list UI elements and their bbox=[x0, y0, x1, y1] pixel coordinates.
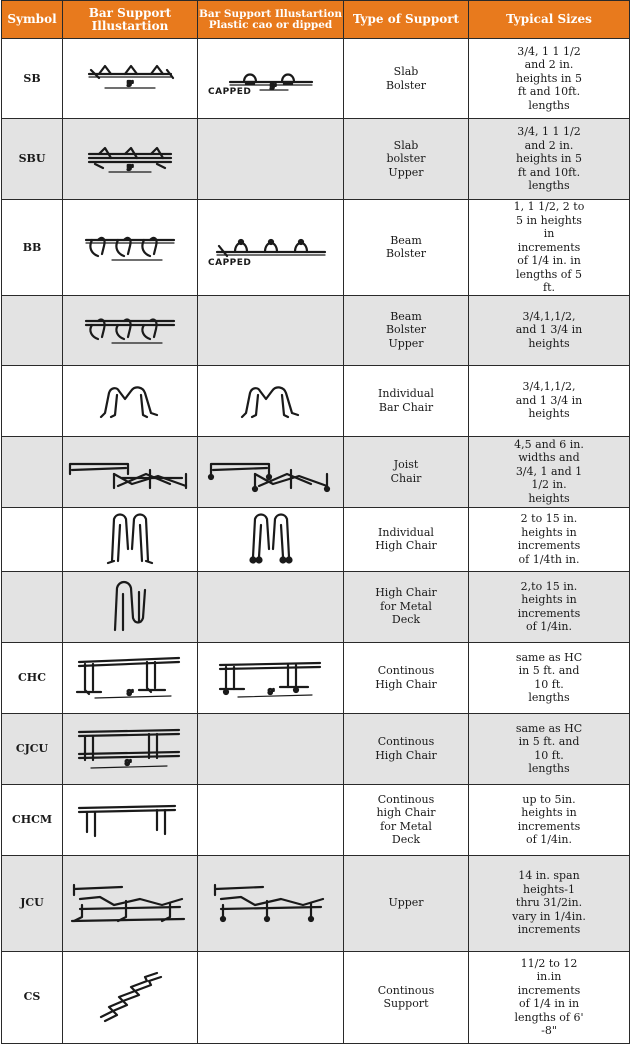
sizes-cell bbox=[469, 365, 630, 436]
symbol-cell: SB bbox=[2, 39, 63, 119]
joist-chair-illustration bbox=[63, 452, 197, 492]
symbol-cell: CHCM bbox=[2, 784, 63, 855]
symbol-cell bbox=[2, 571, 63, 642]
table-row bbox=[2, 571, 630, 642]
type-of-support: Slab Bolster bbox=[385, 65, 427, 92]
high-chair-capped-illustration bbox=[198, 511, 343, 567]
illustration-cell bbox=[63, 713, 198, 784]
bar-support-table bbox=[1, 0, 630, 1044]
typical-sizes: 4,5 and 6 in. widths and 3/4, 1 and 1 1/2 in. heights bbox=[514, 437, 584, 505]
continuous-high-chair-upper-illustration bbox=[63, 724, 197, 774]
type-of-support: Continous Support bbox=[377, 983, 435, 1010]
symbol-cell bbox=[2, 507, 63, 571]
sizes-cell bbox=[469, 119, 630, 200]
type-cell bbox=[344, 295, 469, 365]
illustration-plastic-cell bbox=[198, 39, 344, 119]
table-row bbox=[2, 713, 630, 784]
sizes-cell bbox=[469, 200, 630, 296]
type-cell bbox=[344, 784, 469, 855]
table-row bbox=[2, 951, 630, 1043]
illustration-plastic-cell bbox=[198, 365, 344, 436]
type-of-support: Individual High Chair bbox=[375, 525, 437, 552]
illustration-plastic-cell bbox=[198, 642, 344, 713]
sizes-cell bbox=[469, 507, 630, 571]
illustration-cell bbox=[63, 119, 198, 200]
illustration-cell bbox=[63, 951, 198, 1043]
type-cell bbox=[344, 642, 469, 713]
typical-sizes: 3/4, 1 1 1/2 and 2 in. heights in 5 ft and 10ft. lengths bbox=[516, 44, 582, 112]
dimension-label: 8' bbox=[267, 687, 274, 696]
header-illustration-plastic: Bar Support Illustartion Plastic cao or dipped bbox=[198, 1, 344, 39]
capped-label: CAPPED bbox=[208, 257, 252, 268]
sizes-cell bbox=[469, 951, 630, 1043]
joist-chair-capped-illustration bbox=[198, 452, 343, 492]
sizes-cell bbox=[469, 571, 630, 642]
illustration-cell bbox=[63, 855, 198, 951]
header-row bbox=[2, 1, 630, 39]
bar-chair-capped-illustration bbox=[198, 381, 343, 421]
sizes-cell bbox=[469, 436, 630, 507]
symbol-cell bbox=[2, 436, 63, 507]
continuous-high-chair-metal-deck-illustration bbox=[63, 800, 197, 840]
type-of-support: Joist Chair bbox=[390, 458, 422, 485]
high-chair-metal-deck-illustration bbox=[63, 578, 197, 636]
joist-chair-upper-illustration bbox=[63, 877, 197, 929]
bar-chair-illustration bbox=[63, 381, 197, 421]
type-cell bbox=[344, 507, 469, 571]
table-row bbox=[2, 436, 630, 507]
continuous-support-illustration bbox=[63, 971, 197, 1023]
illustration-plastic-cell bbox=[198, 571, 344, 642]
sizes-cell bbox=[469, 39, 630, 119]
type-cell bbox=[344, 571, 469, 642]
symbol-cell: JCU bbox=[2, 855, 63, 951]
type-cell bbox=[344, 119, 469, 200]
symbol-cell: CS bbox=[2, 951, 63, 1043]
type-cell bbox=[344, 200, 469, 296]
table-row bbox=[2, 784, 630, 855]
type-cell bbox=[344, 951, 469, 1043]
type-of-support: Beam Bolster bbox=[385, 233, 427, 261]
typical-sizes: same as HC in 5 ft. and 10 ft. lengths bbox=[515, 650, 583, 704]
continuous-high-chair-illustration bbox=[63, 652, 197, 704]
illustration-cell bbox=[63, 365, 198, 436]
typical-sizes: up to 5in. heights in increments of 1/4in. bbox=[517, 792, 581, 846]
type-cell bbox=[344, 855, 469, 951]
dimension-label: 5' bbox=[127, 164, 134, 172]
slab-bolster-capped-illustration bbox=[198, 66, 343, 97]
illustration-plastic-cell bbox=[198, 200, 344, 296]
table-row bbox=[2, 507, 630, 571]
type-of-support: Beam Bolster Upper bbox=[385, 309, 427, 350]
capped-label: CAPPED bbox=[208, 87, 252, 97]
symbol-cell: CJCU bbox=[2, 713, 63, 784]
header-symbol: Symbol bbox=[2, 1, 63, 39]
continuous-high-chair-capped-illustration bbox=[198, 655, 343, 701]
illustration-plastic-cell bbox=[198, 507, 344, 571]
illustration-cell bbox=[63, 200, 198, 296]
typical-sizes: 3/4, 1 1 1/2 and 2 in. heights in 5 ft and 10ft. lengths bbox=[516, 125, 582, 193]
sizes-cell bbox=[469, 784, 630, 855]
beam-bolster-upper-illustration bbox=[63, 313, 197, 347]
type-of-support: Continous High Chair bbox=[375, 735, 437, 762]
type-cell bbox=[344, 436, 469, 507]
typical-sizes: 2,to 15 in. heights in increments of 1/4in. bbox=[517, 579, 581, 633]
slab-bolster-upper-illustration bbox=[63, 144, 197, 174]
beam-bolster-capped-illustration bbox=[198, 232, 343, 268]
illustration-cell bbox=[63, 507, 198, 571]
dimension-label: 8' bbox=[125, 758, 132, 767]
header-type: Type of Support bbox=[344, 1, 469, 39]
typical-sizes: 3/4,1,1/2, and 1 3/4 in heights bbox=[515, 380, 583, 421]
illustration-cell bbox=[63, 571, 198, 642]
dimension-label: 5' bbox=[127, 79, 134, 88]
illustration-cell bbox=[63, 436, 198, 507]
sizes-cell bbox=[469, 295, 630, 365]
symbol-cell: BB bbox=[2, 200, 63, 296]
typical-sizes: 3/4,1,1/2, and 1 3/4 in heights bbox=[515, 309, 583, 350]
type-cell bbox=[344, 39, 469, 119]
illustration-plastic-cell bbox=[198, 784, 344, 855]
high-chair-illustration bbox=[63, 511, 197, 567]
symbol-cell: CHC bbox=[2, 642, 63, 713]
illustration-plastic-cell bbox=[198, 855, 344, 951]
illustration-cell bbox=[63, 39, 198, 119]
type-of-support: Upper bbox=[388, 896, 424, 910]
table-row bbox=[2, 119, 630, 200]
symbol-cell: SBU bbox=[2, 119, 63, 200]
type-of-support: Slab bolster Upper bbox=[386, 138, 426, 179]
typical-sizes: same as HC in 5 ft. and 10 ft. lengths bbox=[515, 721, 583, 775]
type-cell bbox=[344, 713, 469, 784]
sizes-cell bbox=[469, 642, 630, 713]
symbol-cell bbox=[2, 295, 63, 365]
illustration-cell bbox=[63, 642, 198, 713]
slab-bolster-illustration bbox=[63, 62, 197, 96]
type-cell bbox=[344, 365, 469, 436]
typical-sizes: 14 in. span heights-1 thru 31/2in. vary in 1/4in. increments bbox=[512, 869, 586, 937]
illustration-cell bbox=[63, 784, 198, 855]
table-row bbox=[2, 200, 630, 296]
type-of-support: Continous High Chair bbox=[375, 664, 437, 691]
table-row bbox=[2, 855, 630, 951]
beam-bolster-illustration bbox=[63, 230, 197, 264]
illustration-cell bbox=[63, 295, 198, 365]
illustration-plastic-cell bbox=[198, 119, 344, 200]
dimension-label: 8' bbox=[127, 688, 134, 697]
illustration-plastic-cell bbox=[198, 295, 344, 365]
sizes-cell bbox=[469, 855, 630, 951]
symbol-cell bbox=[2, 365, 63, 436]
typical-sizes: 1, 1 1/2, 2 to 5 in heights in increments of 1/4 in. in lengths of 5 ft. bbox=[513, 200, 585, 294]
header-sizes: Typical Sizes bbox=[469, 1, 630, 39]
illustration-plastic-cell bbox=[198, 951, 344, 1043]
typical-sizes: 11/2 to 12 in.in increments of 1/4 in in lengths of 6' -8" bbox=[514, 956, 584, 1037]
joist-chair-upper-capped-illustration bbox=[198, 877, 343, 929]
table-row bbox=[2, 365, 630, 436]
table-row bbox=[2, 642, 630, 713]
table-row bbox=[2, 295, 630, 365]
table-row bbox=[2, 39, 630, 119]
header-illustration: Bar Support Illustartion bbox=[63, 1, 198, 39]
typical-sizes: 2 to 15 in. heights in increments of 1/4th in. bbox=[517, 512, 581, 566]
type-of-support: Continous high Chair for Metal Deck bbox=[376, 792, 436, 846]
type-of-support: Individual Bar Chair bbox=[378, 387, 434, 414]
illustration-plastic-cell bbox=[198, 713, 344, 784]
dimension-label: 5' bbox=[269, 82, 276, 91]
type-of-support: High Chair for Metal Deck bbox=[375, 586, 437, 627]
sizes-cell bbox=[469, 713, 630, 784]
illustration-plastic-cell bbox=[198, 436, 344, 507]
